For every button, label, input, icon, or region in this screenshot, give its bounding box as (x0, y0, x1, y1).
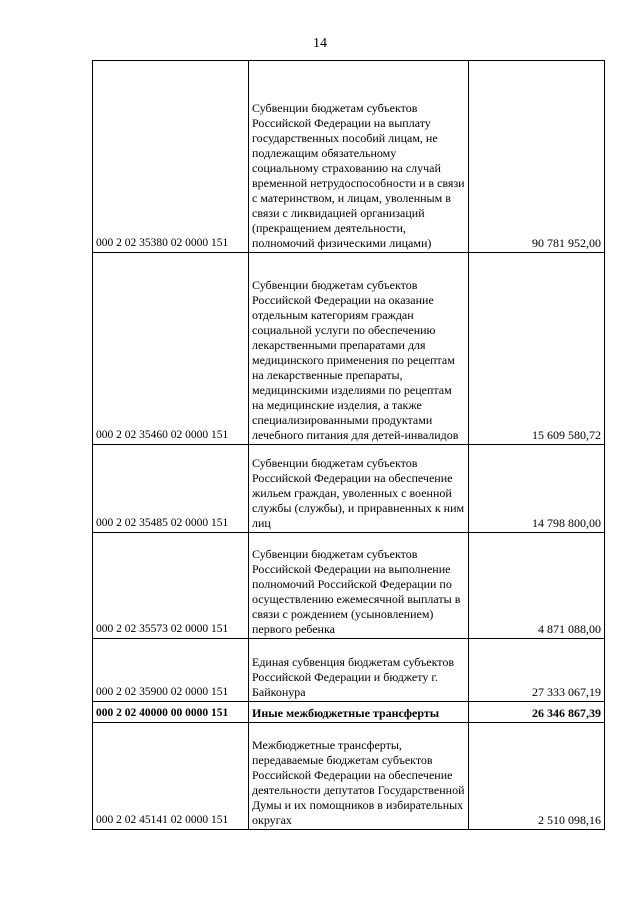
row-name: Субвенции бюджетам субъектов Российской Федерации на выплату государственных пособий лицам, не подлежащим обязательному социальному страхованию на случай временной нетрудоспособности и в связи с материнством, и лицам, уволенным в связи с ликвидацией организаций (прекращением деятельности, полномочий физическими лицами) (249, 61, 469, 253)
row-amount: 90 781 952,00 (469, 61, 605, 253)
row-name: Межбюджетные трансферты, передаваемые бюджетам субъектов Российской Федерации на обеспечение деятельности депутатов Государственной Думы и их помощников в избирательных округах (249, 723, 469, 830)
row-name: Субвенции бюджетам субъектов Российской Федерации на оказание отдельным категориям граждан социальной услуги по обеспечению лекарственными препаратами для медицинского применения по рецептам на лекарственные препараты, медицинскими изделиями по рецептам на медицинские изделия, а также специализированными продуктами лечебного питания для детей-инвалидов (249, 253, 469, 445)
row-name: Единая субвенция бюджетам субъектов Российской Федерации и бюджету г. Байконура (249, 639, 469, 702)
row-code: 000 2 02 45141 02 0000 151 (93, 723, 249, 830)
page-number: 14 (313, 36, 327, 51)
row-name: Иные межбюджетные трансферты (249, 702, 469, 723)
table-row-subtotal (93, 702, 605, 723)
row-amount: 2 510 098,16 (469, 723, 605, 830)
row-code: 000 2 02 35380 02 0000 151 (93, 61, 249, 253)
table-row (93, 639, 605, 702)
row-amount: 4 871 088,00 (469, 533, 605, 639)
row-code: 000 2 02 35485 02 0000 151 (93, 445, 249, 533)
row-amount: 14 798 800,00 (469, 445, 605, 533)
row-code: 000 2 02 40000 00 0000 151 (93, 702, 249, 723)
row-name: Субвенции бюджетам субъектов Российской Федерации на выполнение полномочий Российской Федерации по осуществлению ежемесячной выплаты в связи с рождением (усыновлением) первого ребенка (249, 533, 469, 639)
budget-table (92, 60, 605, 830)
table-row (93, 253, 605, 445)
table-row (93, 533, 605, 639)
table-row (93, 723, 605, 830)
row-code: 000 2 02 35900 02 0000 151 (93, 639, 249, 702)
row-amount: 15 609 580,72 (469, 253, 605, 445)
table-row (93, 445, 605, 533)
table-row (93, 61, 605, 253)
row-code: 000 2 02 35460 02 0000 151 (93, 253, 249, 445)
row-name: Субвенции бюджетам субъектов Российской Федерации на обеспечение жильем граждан, уволенных с военной службы (службы), и приравненных к ним лиц (249, 445, 469, 533)
row-code: 000 2 02 35573 02 0000 151 (93, 533, 249, 639)
row-amount: 26 346 867,39 (469, 702, 605, 723)
row-amount: 27 333 067,19 (469, 639, 605, 702)
